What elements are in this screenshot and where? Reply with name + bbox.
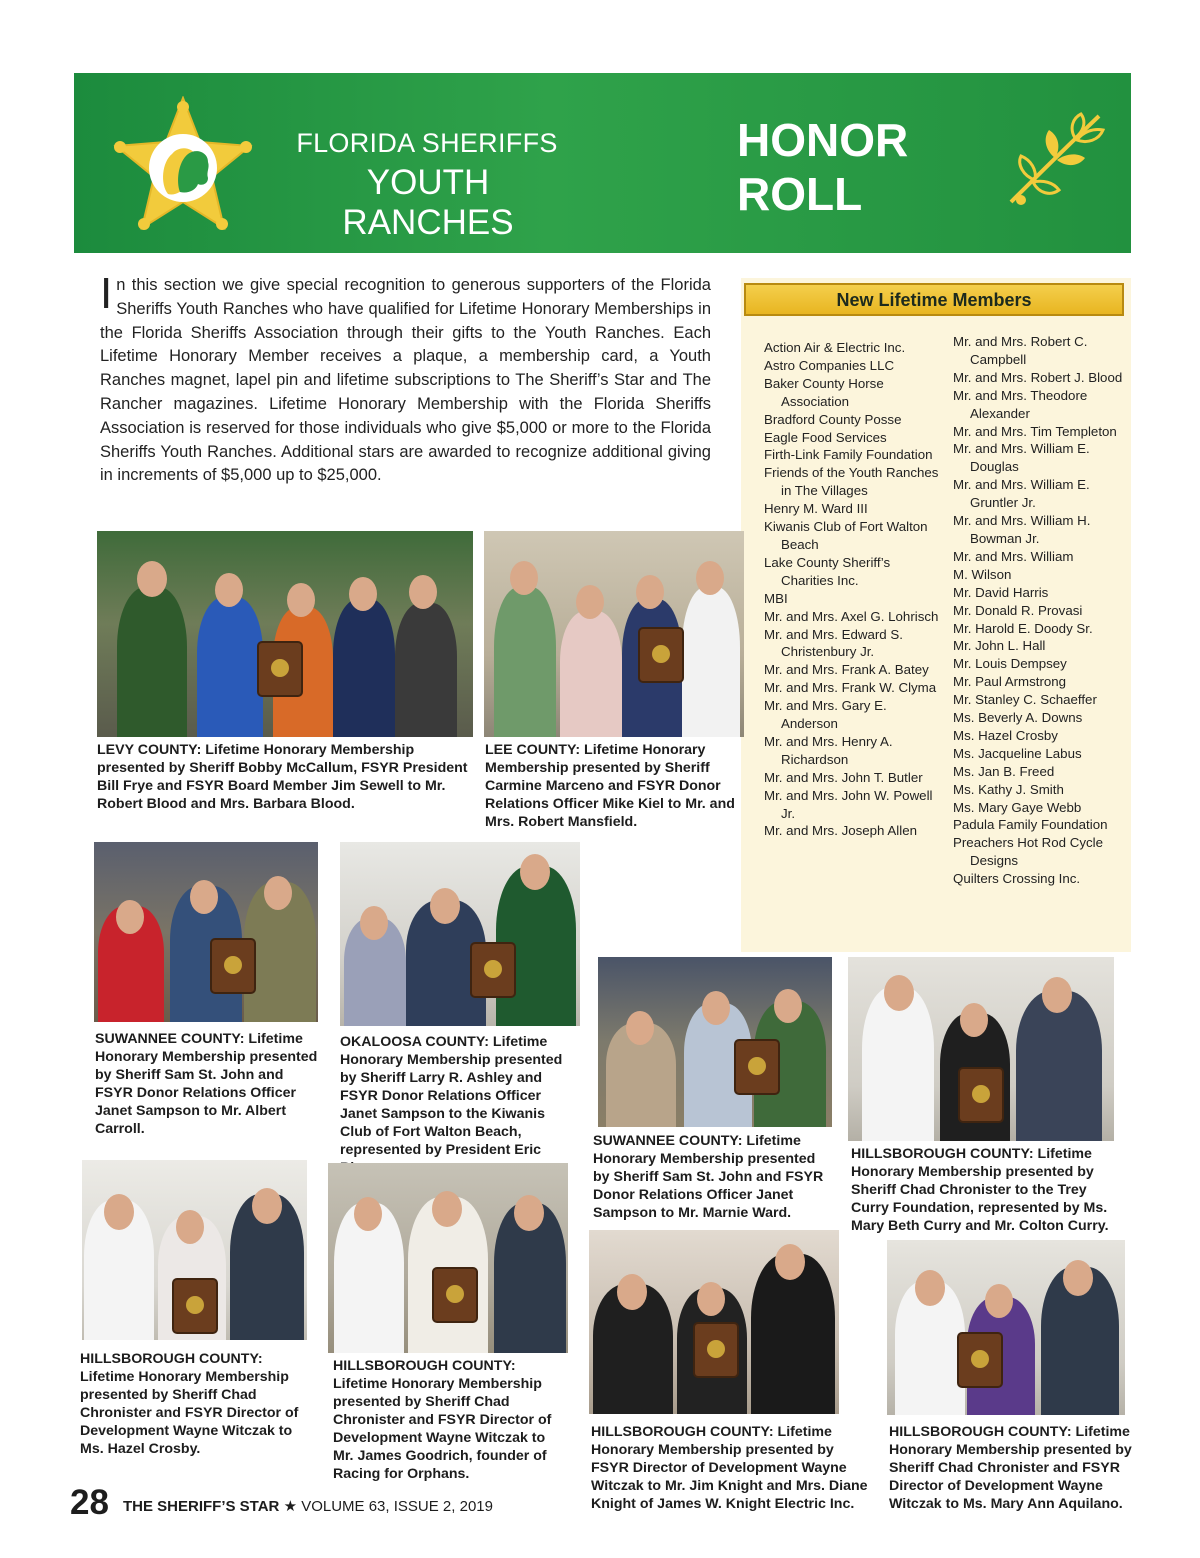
page-title-line2: ROLL [737, 168, 863, 220]
member-name: Mr. and Mrs. Frank W. Clyma [764, 680, 937, 696]
member-name: Mr. Louis Dempsey [953, 656, 1067, 672]
issue-info: VOLUME 63, ISSUE 2, 2019 [301, 1498, 493, 1515]
member-name: Mr. and Mrs. Gary E. Anderson [764, 698, 887, 732]
photo-hillsborough-knight [589, 1230, 839, 1414]
caption-suwannee-county-ward: SUWANNEE COUNTY: Lifetime Honorary Membership presented by Sheriff Sam St. John and FSYR Donor Relations Officer Janet Sampson to Mr. Marnie Ward. [593, 1133, 824, 1221]
member-name: Mr. and Mrs. Joseph Allen [764, 823, 917, 839]
member-name: Ms. Mary Gaye Webb [953, 799, 1082, 815]
member-name: MBI [764, 590, 788, 606]
member-name: Mr. and Mrs. William E. Gruntler Jr. [953, 477, 1090, 511]
photo-hillsborough-trey-curry [848, 957, 1114, 1141]
member-name: Action Air & Electric Inc. [764, 340, 906, 355]
member-name: Kiwanis Club of Fort Walton Beach [764, 519, 928, 552]
member-name: Padula Family Foundation [953, 817, 1108, 833]
members-list-right [953, 333, 1125, 888]
photo-okaloosa-county [340, 842, 580, 1026]
member-name: Mr. John L. Hall [953, 638, 1046, 654]
caption-lee-county: LEE COUNTY: Lifetime Honorary Membership presented by Sheriff Carmine Marceno and FSYR Donor Relations Officer Mike Kiel to Mr. and Mrs. Robert Mansfield. [485, 742, 735, 830]
member-name: Mr. and Mrs. Edward S. Christenbury Jr. [764, 626, 903, 660]
caption-suwannee-county-carroll: SUWANNEE COUNTY: Lifetime Honorary Membership presented by Sheriff Sam St. John and FSYR Donor Relations Officer Janet Sampson to Mr. Albert Carroll. [95, 1031, 318, 1137]
photo-lee-county [484, 531, 744, 737]
caption-hillsborough-goodrich: HILLSBOROUGH COUNTY: Lifetime Honorary Membership presented by Sheriff Chad Chronister and FSYR Director of Development Wayne Witczak to Mr. James Goodrich, founder of Racing for Orphans. [333, 1358, 552, 1482]
org-name-line1: FLORIDA SHERIFFS [296, 128, 558, 158]
members-list-left [764, 339, 942, 840]
photo-levy-county [97, 531, 473, 737]
member-name: Mr. Donald R. Provasi [953, 602, 1083, 618]
member-name: Eagle Food Services [764, 429, 887, 445]
member-name: Mr. and Mrs. Henry A. Richardson [764, 733, 893, 767]
footer-publication [123, 1497, 493, 1515]
member-name: Mr. and Mrs. John W. Powell Jr. [764, 787, 933, 821]
member-name: Henry M. Ward III [764, 501, 868, 517]
member-name: Preachers Hot Rod Cycle Designs [953, 835, 1104, 869]
caption-levy-county: LEVY COUNTY: Lifetime Honorary Membership presented by Sheriff Bobby McCallum, FSYR President Bill Frye and FSYR Board Member Jim Sewell to Mr. Robert Blood and Mrs. Barbara Blood. [97, 742, 468, 812]
member-name: Mr. David Harris [953, 584, 1049, 600]
member-name: Firth-Link Family Foundation [764, 447, 933, 463]
laurel-branch-icon [1003, 110, 1111, 210]
member-name: Ms. Kathy J. Smith [953, 781, 1064, 797]
member-name: Mr. and Mrs. William [953, 548, 1074, 564]
org-name-line2: YOUTH RANCHES [342, 163, 514, 242]
member-name: Lake County Sheriff’s Charities Inc. [764, 554, 891, 588]
member-name: Mr. Paul Armstrong [953, 674, 1067, 690]
member-name: Mr. and Mrs. John T. Butler [764, 769, 923, 785]
member-name: Mr. and Mrs. Robert J. Blood [953, 369, 1123, 385]
intro-text: n this section we give special recognition to generous supporters of the Florida Sheriffs Youth Ranches who have qualified for Lifetime Honorary Memberships in the Florida Sheriffs Association through their gifts to the Youth Ranches. Each Lifetime Honorary Member receives a plaque, a membership card, a Youth Ranches magnet, lapel pin and lifetime subscriptions to The Sheriff’s Star and The Rancher magazines. Lifetime Honorary Membership with the Florida Sheriffs Association is reserved for those individuals who give $5,000 or more to the Florida Sheriffs Youth Ranches. Additional stars are awarded to recognize additional giving in increments of $5,000 up to $25,000. [100, 276, 711, 485]
intro-paragraph [100, 269, 711, 488]
member-name: Ms. Beverly A. Downs [953, 710, 1083, 726]
photo-suwannee-county-carroll [94, 842, 318, 1022]
member-name: Ms. Jacqueline Labus [953, 745, 1082, 761]
member-name: Mr. and Mrs. Robert C. Campbell [953, 334, 1088, 367]
member-name: Mr. and Mrs. Axel G. Lohrisch [764, 608, 939, 624]
photo-hillsborough-aquilano [887, 1240, 1125, 1415]
caption-hillsborough-aquilano: HILLSBOROUGH COUNTY: Lifetime Honorary Membership presented by Sheriff Chad Chronister and FSYR Director of Development Wayne Witczak to Ms. Mary Ann Aquilano. [889, 1424, 1132, 1512]
member-name: Mr. and Mrs. Frank A. Batey [764, 662, 929, 678]
drop-cap: I [100, 269, 113, 318]
star-icon: ★ [283, 1498, 298, 1515]
member-name: Mr. and Mrs. William E. Douglas [953, 441, 1090, 475]
sheriff-star-logo-icon [112, 96, 254, 232]
lifetime-members-heading: New Lifetime Members [744, 283, 1124, 316]
member-name: Ms. Hazel Crosby [953, 727, 1058, 743]
caption-hillsborough-knight: HILLSBOROUGH COUNTY: Lifetime Honorary Membership presented by FSYR Director of Development Wayne Witczak to Mr. Jim Knight and Mrs. Diane Knight of James W. Knight Electric Inc. [591, 1424, 868, 1512]
member-name: Mr. and Mrs. Tim Templeton [953, 423, 1117, 439]
member-name: Mr. Stanley C. Schaeffer [953, 692, 1097, 708]
photo-hillsborough-crosby [82, 1160, 307, 1340]
page-number: 28 [70, 1483, 109, 1522]
photo-suwannee-county-ward [598, 957, 832, 1127]
member-name: Quilters Crossing Inc. [953, 871, 1081, 887]
caption-hillsborough-crosby: HILLSBOROUGH COUNTY: Lifetime Honorary Membership presented by Sheriff Chad Chronister and FSYR Director of Development Wayne Witczak to Ms. Hazel Crosby. [80, 1351, 299, 1457]
page-title [737, 113, 908, 221]
caption-hillsborough-trey-curry: HILLSBOROUGH COUNTY: Lifetime Honorary Membership presented by Sheriff Chad Chronister to the Trey Curry Foundation, represented by Ms. Mary Beth Curry and Mr. Colton Curry. [851, 1146, 1109, 1234]
photo-hillsborough-goodrich [328, 1163, 568, 1353]
member-name: Ms. Jan B. Freed [953, 763, 1055, 779]
member-name: Baker County Horse Association [764, 375, 884, 409]
member-name: Friends of the Youth Ranches in The Villages [764, 465, 939, 499]
member-name: Mr. and Mrs. William H. Bowman Jr. [953, 513, 1091, 546]
member-name: Bradford County Posse [764, 411, 902, 427]
member-name: M. Wilson [953, 566, 1012, 582]
page-title-line1: HONOR [737, 114, 909, 166]
member-name: Mr. and Mrs. Theodore Alexander [953, 387, 1088, 421]
caption-okaloosa-county: OKALOOSA COUNTY: Lifetime Honorary Membership presented by Sheriff Larry R. Ashley and FSYR Donor Relations Officer Janet Sampson to the Kiwanis Club of Fort Walton Beach, represented by President Eric [340, 1034, 563, 1158]
publication-name: THE SHERIFF’S STAR [123, 1498, 280, 1515]
member-name: Astro Companies LLC [764, 357, 895, 373]
member-name: Mr. Harold E. Doody Sr. [953, 620, 1093, 636]
